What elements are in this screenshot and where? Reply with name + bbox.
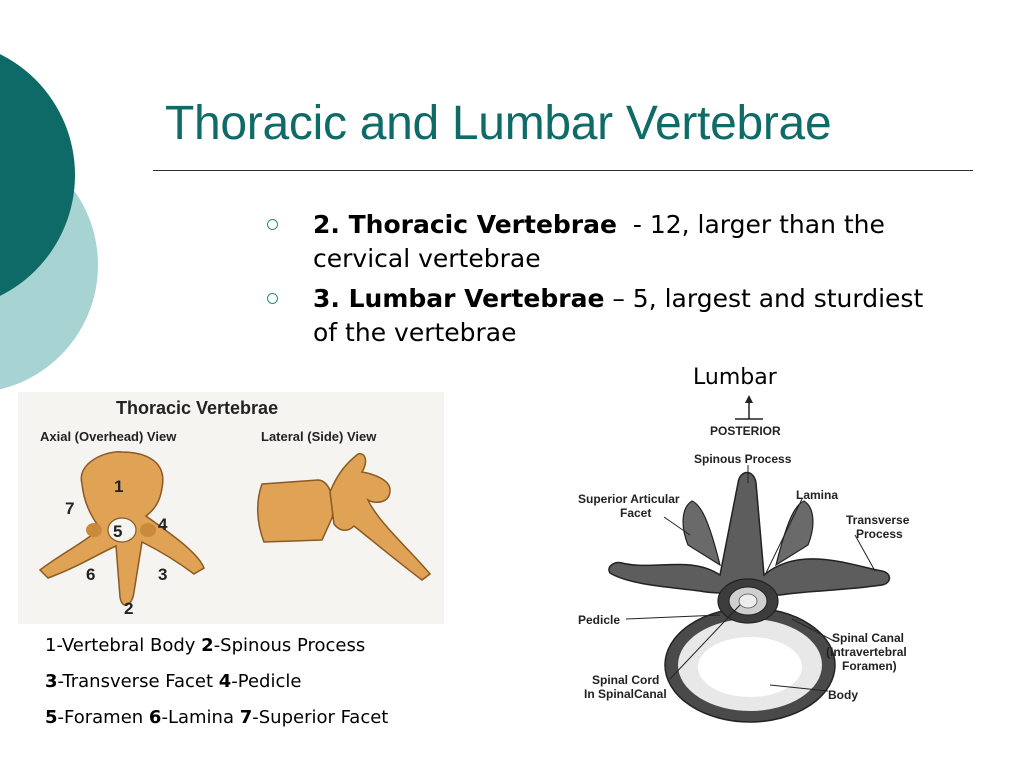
label-body: Body <box>828 688 858 702</box>
label-intravertebral: (Intravertebral <box>826 645 907 659</box>
hollow-circle-bullet-icon <box>267 293 278 304</box>
label-process: Process <box>856 527 903 541</box>
numbered-legend <box>45 628 388 736</box>
legend-line-1 <box>45 628 388 664</box>
lumbar-vertebra-figure <box>570 395 930 725</box>
title-divider <box>153 170 973 171</box>
bullet-text: - 12, larger than the cervical vertebrae <box>313 210 893 273</box>
label-spinal-canal: Spinal Canal <box>832 631 905 645</box>
figure-title: Thoracic Vertebrae <box>116 398 279 418</box>
legend-line-3 <box>45 700 388 736</box>
legend-text: -Superior Facet <box>252 707 389 728</box>
label-facet: Facet <box>620 506 652 520</box>
legend-text: -Transverse Facet <box>57 671 219 692</box>
number-label-1: 1 <box>114 477 124 496</box>
bullet-bold-label: 3. Lumbar Vertebrae <box>313 284 605 313</box>
number-label-2: 2 <box>124 599 134 618</box>
lateral-vertebra-illustration <box>258 454 430 580</box>
legend-text: -Pedicle <box>231 671 302 692</box>
bullet-bold-label: 2. Thoracic Vertebrae <box>313 210 617 239</box>
label-superior-articular: Superior Articular <box>578 492 680 506</box>
decorative-circles <box>0 0 110 400</box>
number-label-3: 3 <box>158 565 168 584</box>
lumbar-label: Lumbar <box>693 365 777 390</box>
number-label-5: 5 <box>113 522 123 541</box>
label-spinal-cord: Spinal Cord <box>592 673 660 687</box>
bullet-item-lumbar <box>265 282 955 350</box>
bullet-list <box>265 208 955 356</box>
legend-text: -Spinous Process <box>213 635 366 656</box>
label-in-spinal-canal: In SpinalCanal <box>584 687 667 701</box>
axial-view-label: Axial (Overhead) View <box>40 429 177 444</box>
label-transverse: Transverse <box>846 513 910 527</box>
number-label-4: 4 <box>158 515 168 534</box>
legend-text: -Vertebral Body <box>56 635 202 656</box>
label-pedicle: Pedicle <box>578 613 621 627</box>
posterior-arrow-icon <box>735 395 763 419</box>
legend-line-2 <box>45 664 388 700</box>
legend-number: 5 <box>45 707 58 728</box>
legend-text: -Foramen <box>57 707 149 728</box>
posterior-label: POSTERIOR <box>710 424 781 438</box>
label-lamina: Lamina <box>796 488 839 502</box>
lateral-view-label: Lateral (Side) View <box>261 429 377 444</box>
legend-number: 7 <box>239 707 253 728</box>
bullet-text: – 5, largest and sturdiest of the vertebrae <box>313 284 932 347</box>
legend-number: 2 <box>201 635 214 656</box>
number-label-6: 6 <box>86 565 96 584</box>
label-spinous-process: Spinous Process <box>694 452 792 466</box>
legend-text: -Lamina <box>161 707 240 728</box>
bullet-item-thoracic <box>265 208 955 276</box>
slide-title: Thoracic and Lumbar Vertebrae <box>165 97 832 150</box>
label-foramen: Foramen) <box>842 659 897 673</box>
legend-number: 6 <box>148 707 162 728</box>
hollow-circle-bullet-icon <box>267 219 278 230</box>
legend-number: 1 <box>45 635 57 656</box>
legend-number: 3 <box>45 671 58 692</box>
number-label-7: 7 <box>65 499 75 518</box>
legend-number: 4 <box>218 671 232 692</box>
thoracic-vertebrae-figure <box>18 392 444 624</box>
